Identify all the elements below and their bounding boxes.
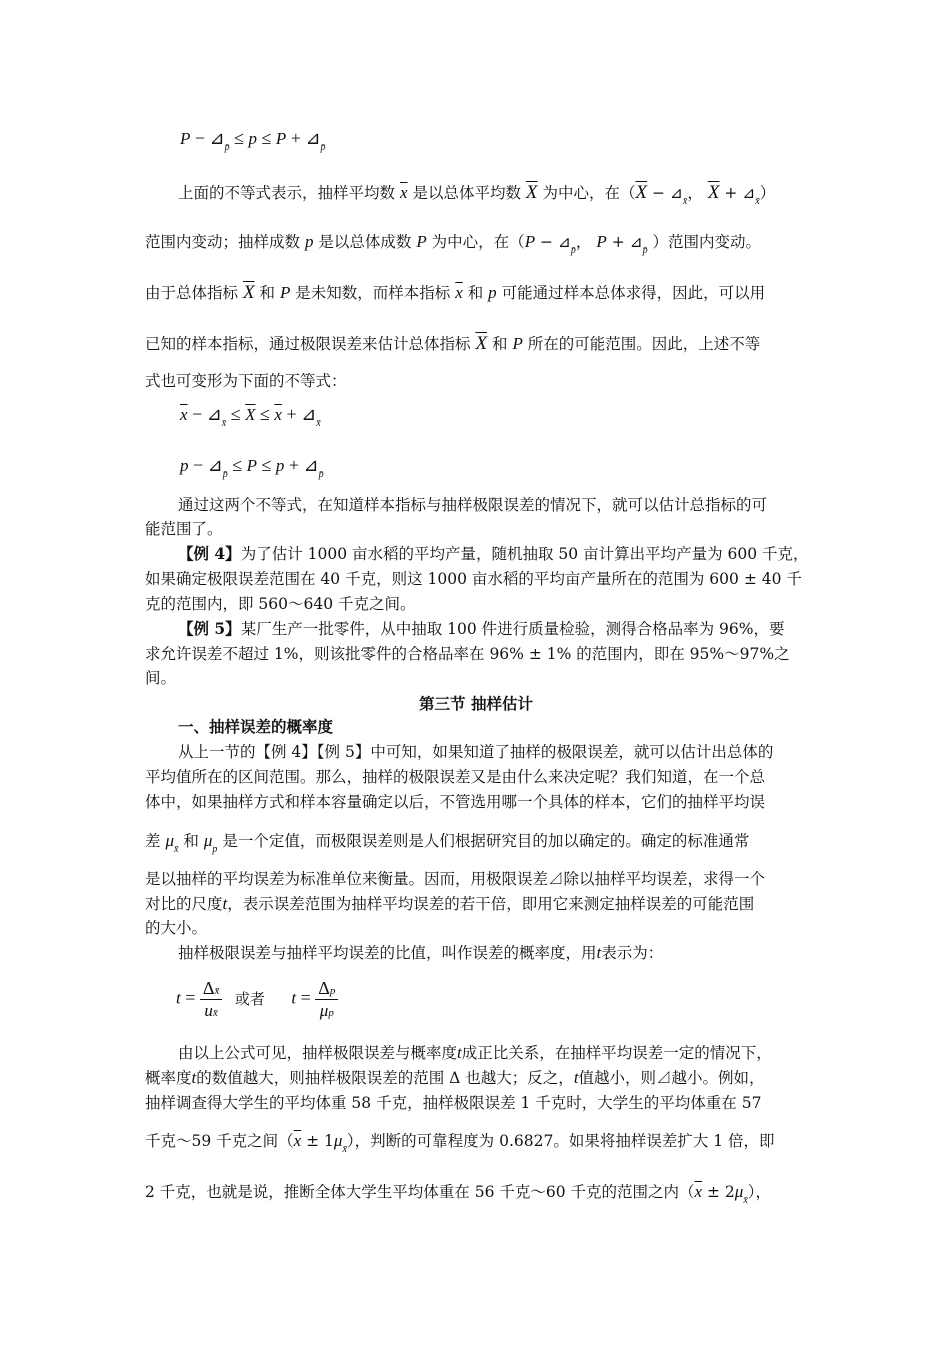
paragraph-line: 千克～59 千克之间$(\overline{x} \pm 1\mu_{x̄})$，判断的可靠程度为 0.6827。如果将抽样误差扩大 1 倍，即 (145, 1131, 775, 1155)
paragraph-line: 已知的样本指标，通过极限误差来估计总体指标 $\overline{X}$ 和 P 所在的可能范围。因此，上述不等 (145, 333, 761, 354)
paragraph-line: 抽样调查得大学生的平均体重 58 千克，抽样极限误差 1 千克时，大学生的平均体重在 57 (145, 1094, 762, 1112)
example-4: 【例 4】为了估计 1000 亩水稻的平均产量，随机抽取 50 亩计算出平均产量为 600 千克， (178, 544, 809, 563)
paragraph-line: 由以上公式可见，抽样极限误差与概率度t成正比关系，在抽样平均误差一定的情况下， (178, 1043, 772, 1062)
inequality-p-range: $P - ⊿_{p̄} \le p \le P$ + $⊿_{p̄}$ (180, 128, 326, 153)
paragraph-line: 通过这两个不等式，在知道样本指标与抽样极限误差的情况下，就可以估计总指标的可 (178, 496, 768, 514)
paragraph-line: 平均值所在的区间范围。那么，抽样的极限误差又是由什么来决定呢？我们知道，在一个总 (145, 768, 766, 786)
paragraph-line: 由于总体指标 $\overline{X}$ 和 P 是未知数，而样本指标 $\overline{x}$ 和 p 可能通过样本总体求得，因此，可以用 (145, 282, 766, 303)
paragraph-line: 如果确定极限误差范围在 40 千克，则这 1000 亩水稻的平均亩产量所在的范围为 600 ± 40 千 (145, 570, 802, 588)
paragraph-line: 式也可变形为下面的不等式： (145, 372, 347, 390)
paragraph-line: 体中，如果抽样方式和样本容量确定以后，不管选用哪一个具体的样本，它们的抽样平均误 (145, 793, 766, 811)
inequality-xbar: $\overline{x}$ − $⊿_{x̄} \le \overline{X} \le \overline{x}$ + $⊿_{x̄}$ (180, 404, 321, 429)
paragraph-line: 克的范围内，即 560～640 千克之间。 (145, 595, 416, 613)
fraction-2: $\frac{\Delta p}{\mu p}$ (315, 978, 338, 1021)
paragraph-line: 能范围了。 (145, 520, 223, 538)
paragraph-line: 对比的尺度t，表示误差范围为抽样平均误差的若干倍，即用它来测定抽样误差的可能范围 (145, 894, 755, 913)
paragraph-line: 抽样极限误差与抽样平均误差的比值，叫作误差的概率度，用t表示为： (178, 943, 664, 962)
paragraph-line: 概率度t的数值越大，则抽样极限误差的范围 Δ 也越大；反之，t值越小，则⊿越小。例如， (145, 1068, 765, 1087)
paragraph-line: 求允许误差不超过 1%，则该批零件的合格品率在 96% ± 1% 的范围内，即在 95%～97%之 (145, 645, 790, 663)
paragraph-line: 的大小。 (145, 919, 208, 937)
paragraph-line: 从上一节的【例 4】【例 5】中可知，如果知道了抽样的极限误差，就可以估计出总体的 (178, 743, 774, 761)
subsection-heading: 一、抽样误差的概率度 (178, 717, 334, 736)
paragraph-line: 上面的不等式表示，抽样平均数 $\overline{x}$ 是以总体平均数 $\overline{X}$ 为中心，在（$\overline{X}$ − $⊿_{x̄}$， $\overline{X}$ + $⊿_{x̄}$） (178, 182, 776, 207)
probability-degree-formula: t = $\frac{\Delta x̄}{ux̄}$ 或者 t = $\frac{\Delta p}{\mu p}$ (176, 978, 338, 1021)
paragraph-line: 是以抽样的平均误差为标准单位来衡量。因而，用极限误差⊿除以抽样平均误差，求得一个 (145, 870, 766, 888)
example-5: 【例 5】某厂生产一批零件，从中抽取 100 件进行质量检验，测得合格品率为 96%，要 (178, 619, 785, 638)
inequality-P: $p - ⊿_{p̄} \le P \le p$ + $⊿_{p̄}$ (180, 455, 324, 480)
section-heading: 第三节 抽样估计 (419, 694, 533, 713)
paragraph-line: 范围内变动；抽样成数 p 是以总体成数 P 为中心，在（$P - ⊿_{p̄}$， $P + ⊿_{p̄}$ ）范围内变动。 (145, 232, 762, 256)
paragraph-line: 间。 (145, 669, 177, 687)
paragraph-line: 2 千克，也就是说，推断全体大学生平均体重在 56 千克～60 千克的范围之内$(\overline{x} \pm 2\mu_{x̄})$， (145, 1182, 772, 1206)
paragraph-line: 差 $\mu_{x̄}$ 和 $\mu_p$ 是一个定值，而极限误差则是人们根据研究目的加以确定的。确定的标准通常 (145, 831, 750, 855)
fraction-1: $\frac{\Delta x̄}{ux̄}$ (200, 978, 222, 1021)
